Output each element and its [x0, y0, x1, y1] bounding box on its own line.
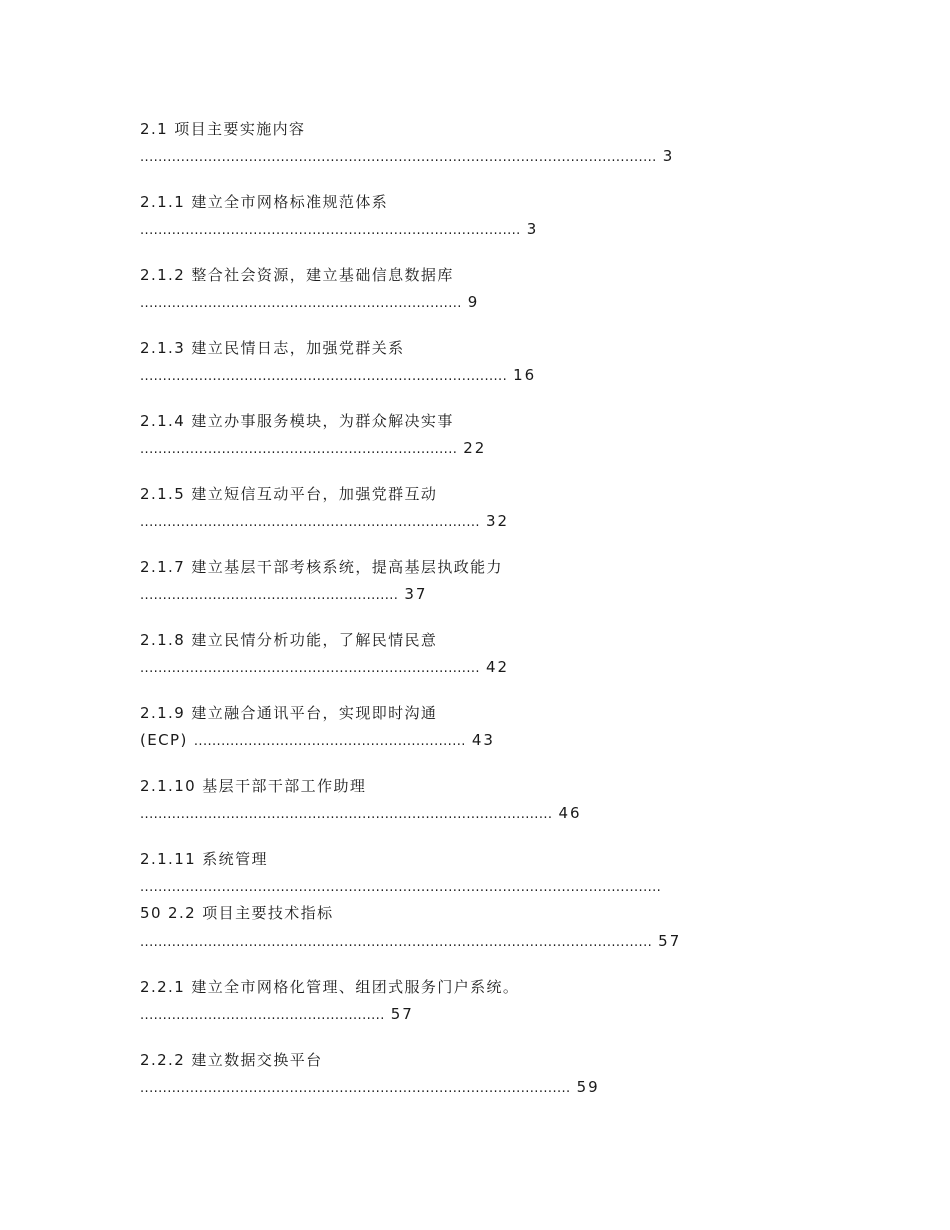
toc-page-number: 3: [662, 147, 675, 165]
toc-entry-leader-line: [140, 438, 486, 460]
toc-entry-title: 50 2.2 项目主要技术指标: [140, 904, 334, 922]
toc-page-number: 46: [558, 804, 582, 822]
toc-page-number: 16: [513, 366, 537, 384]
toc-entry-title: 2.1.5 建立短信互动平台，加强党群互动: [140, 485, 438, 503]
toc-page-number: 57: [658, 932, 682, 950]
toc-entry-title: 2.1.7 建立基层干部考核系统，提高基层执政能力: [140, 558, 503, 576]
toc-page-number: 9: [467, 293, 480, 311]
toc-leader: ......................................................: [140, 1008, 385, 1023]
toc-entry-title: 2.2.2 建立数据交换平台: [140, 1051, 323, 1069]
toc-entry-leader-line: [140, 931, 681, 953]
toc-leader: .......................................................................: [140, 296, 462, 311]
toc-entry-leader-line: [140, 365, 536, 387]
toc-page-number: 32: [485, 512, 510, 530]
toc-leader: ............................................................: [193, 734, 466, 749]
toc-leader: .................................................................................: [140, 369, 508, 384]
toc-entry-title: 2.1.3 建立民情日志，加强党群关系: [140, 339, 405, 357]
toc-page-number: 42: [485, 658, 510, 676]
toc-leader: ...........................................................................: [140, 661, 480, 676]
toc-entry-leader-line: [140, 1004, 414, 1026]
toc-leader: .........................................................: [140, 588, 399, 603]
toc-entry-leader-line: [140, 146, 674, 168]
toc-page-number: 22: [463, 439, 487, 457]
toc-entry-leader-line: [140, 292, 479, 314]
toc-leader: ...............................................................................................: [140, 1081, 571, 1096]
toc-entry-title: 2.1 项目主要实施内容: [140, 120, 306, 138]
toc-leader: ...........................................................................................: [140, 807, 553, 822]
toc-entry-title: 2.1.2 整合社会资源，建立基础信息数据库: [140, 266, 454, 284]
toc-entry-prefix: (ECP): [140, 731, 188, 749]
toc-leader: ...................................................................................................................: [140, 880, 662, 895]
toc-entry-leader-line: [140, 657, 509, 679]
toc-entry-title: 2.1.4 建立办事服务模块，为群众解决实事: [140, 412, 454, 430]
toc-leader: ..................................................................................................................: [140, 150, 657, 165]
toc-leader: ....................................................................................: [140, 223, 521, 238]
toc-leader: ...........................................................................: [140, 515, 480, 530]
toc-entry-leader-line: [140, 219, 538, 241]
toc-page-number: 57: [390, 1005, 414, 1023]
toc-entry-leader-line: [140, 511, 509, 533]
toc-leader: .................................................................................................................: [140, 935, 653, 950]
toc-entry-title: 2.1.10 基层干部干部工作助理: [140, 777, 367, 795]
toc-entry-leader-line: [140, 803, 582, 825]
toc-entry-title: 2.1.11 系统管理: [140, 850, 268, 868]
toc-entry-title: 2.2.1 建立全市网格化管理、组团式服务门户系统。: [140, 978, 520, 996]
toc-entry-leader-line: [140, 730, 495, 752]
toc-entry-title: 2.1.1 建立全市网格标准规范体系: [140, 193, 389, 211]
toc-entry-title: 2.1.8 建立民情分析功能，了解民情民意: [140, 631, 438, 649]
toc-entry-title: 2.1.9 建立融合通讯平台，实现即时沟通: [140, 704, 438, 722]
toc-page-number: 37: [404, 585, 428, 603]
toc-page-number: 43: [471, 731, 495, 749]
toc-page-number: 59: [576, 1078, 600, 1096]
toc-entry-leader-line: [140, 584, 427, 606]
toc-page-number: 3: [526, 220, 539, 238]
toc-leader: ......................................................................: [140, 442, 458, 457]
toc-entry-leader-line: [140, 1077, 600, 1099]
toc-entry-leader-line: [140, 876, 661, 898]
